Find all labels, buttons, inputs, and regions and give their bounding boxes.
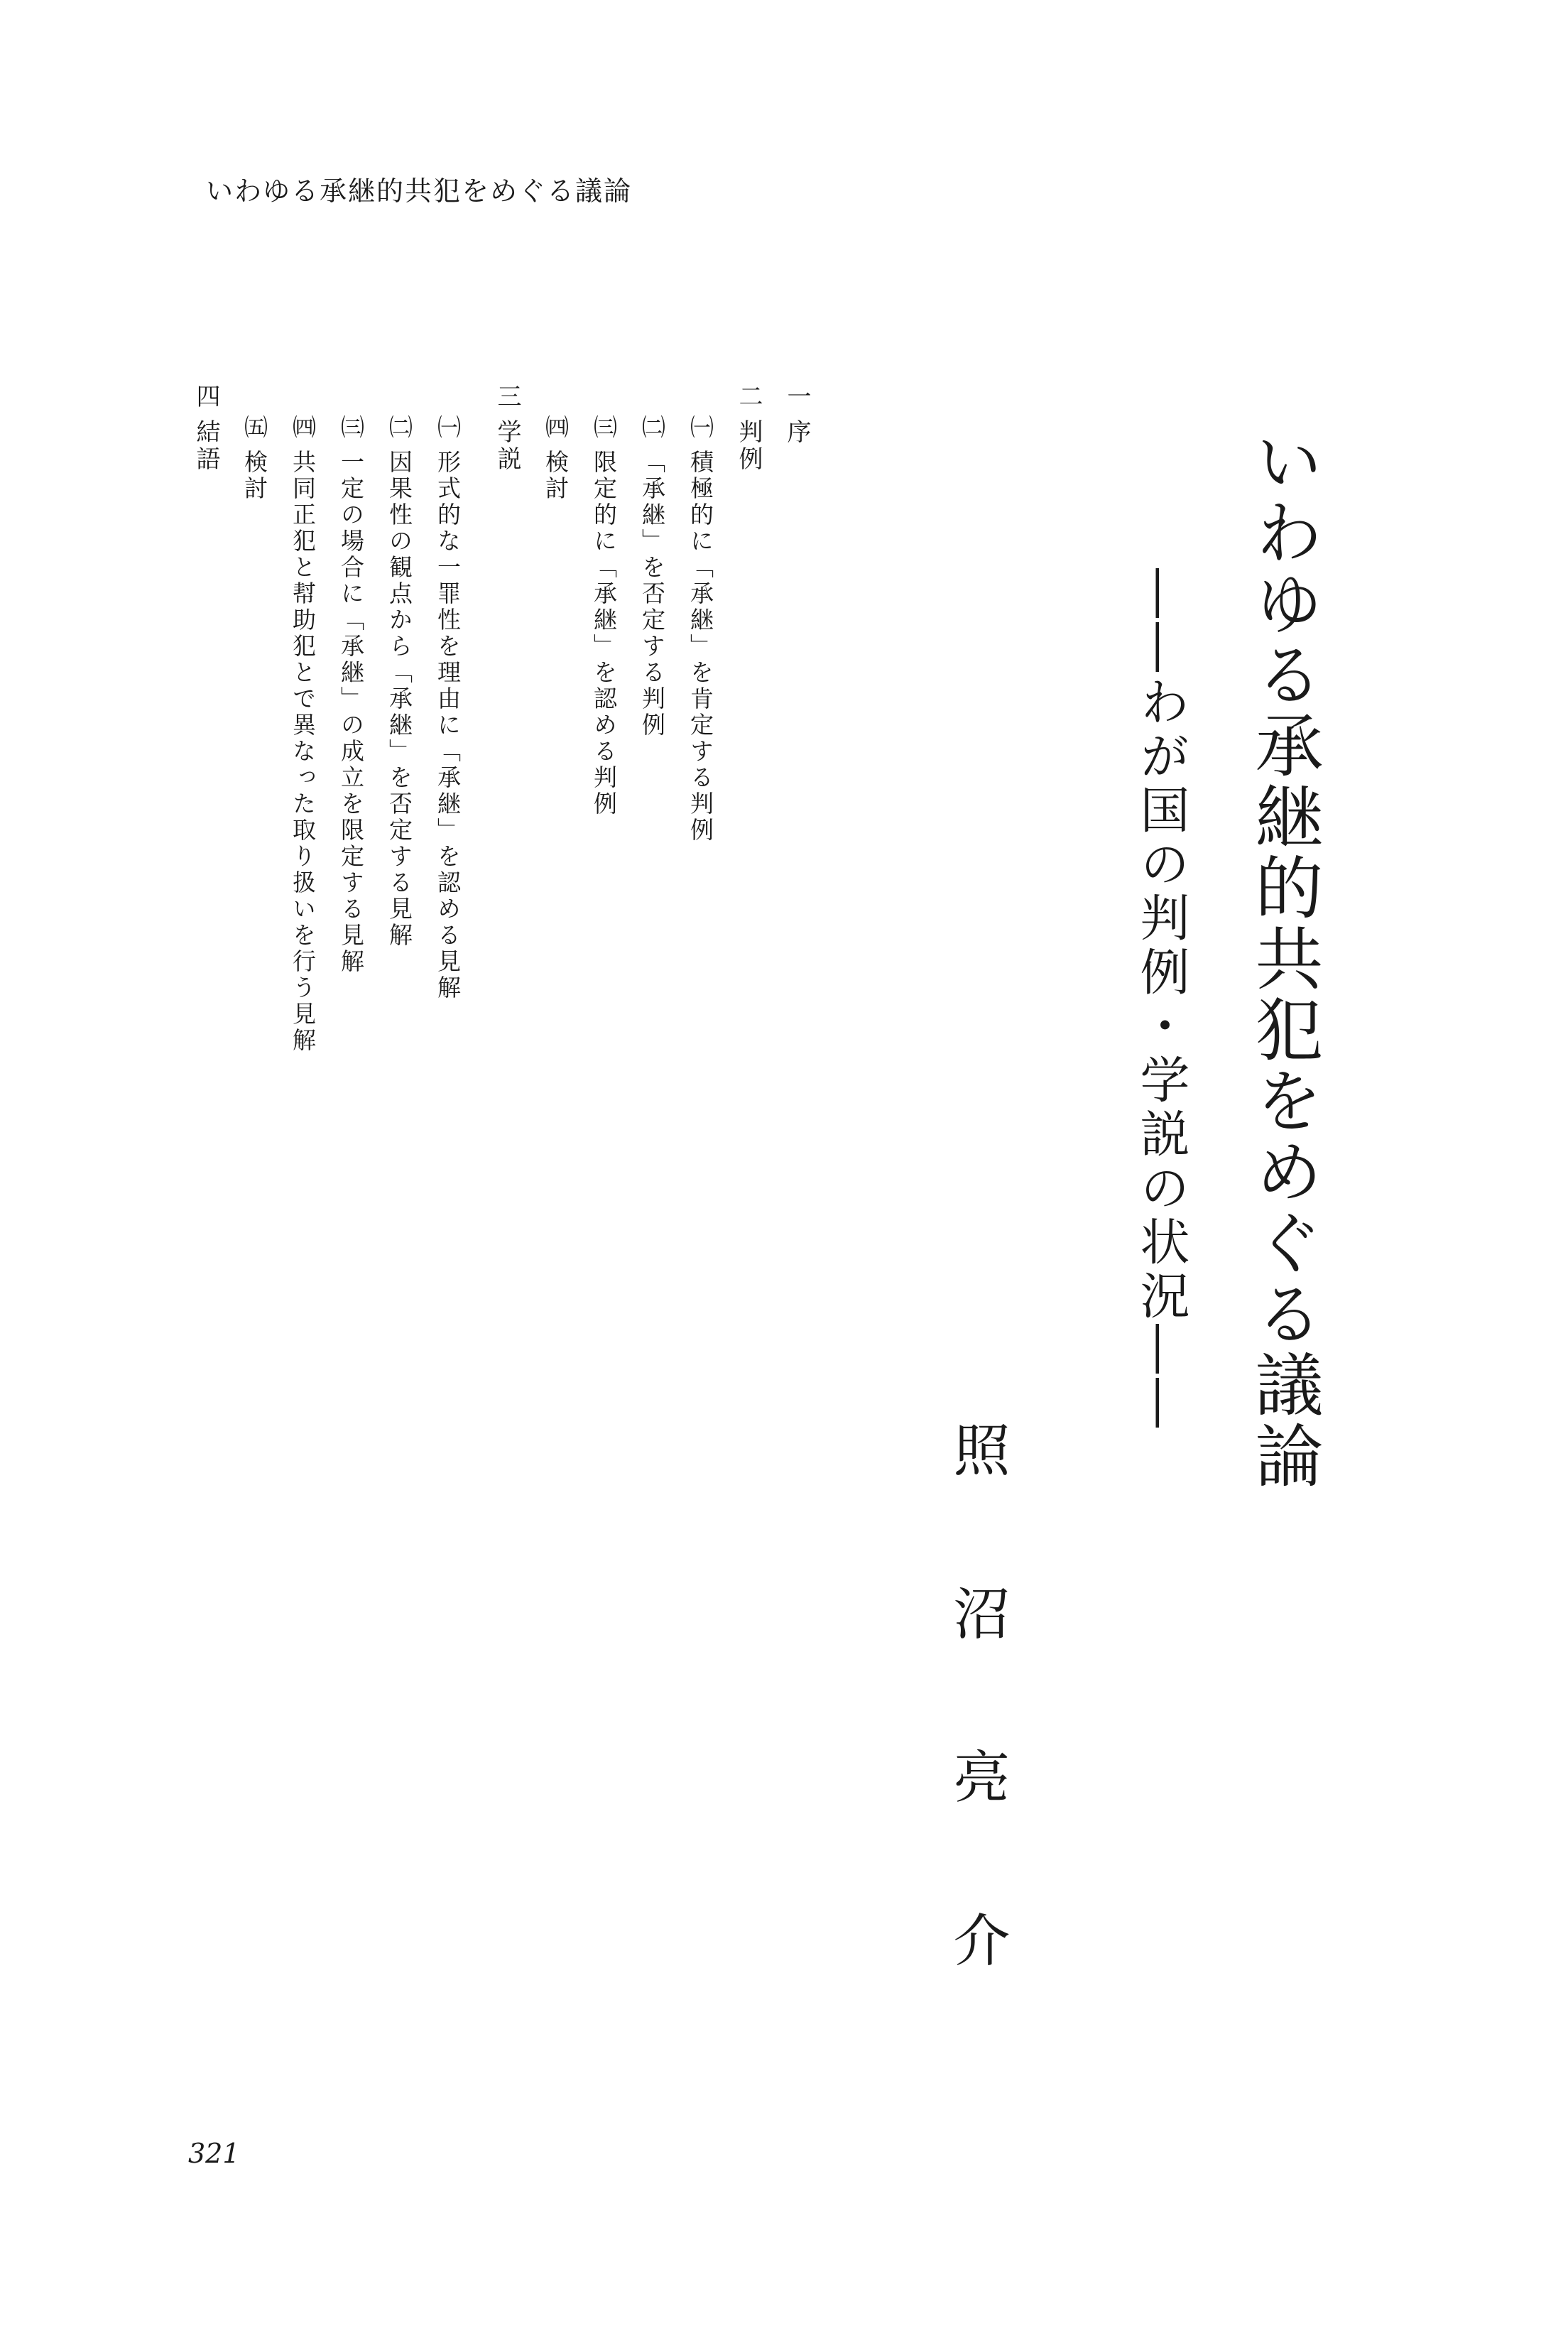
toc-item: [777, 384, 817, 1165]
toc-label: 学説: [493, 419, 521, 473]
author-name: 照沼亮介: [944, 1420, 1010, 2074]
toc-label: 共同正犯と幇助犯とで異なった取り扱いを行う見解: [289, 450, 317, 1054]
toc-label: 限定的に「承継」を認める判例: [590, 450, 618, 817]
toc-number: ㈠: [687, 415, 714, 450]
toc-item: [283, 384, 322, 1165]
toc-item: [331, 384, 371, 1165]
toc-number: ㈤: [241, 415, 268, 450]
toc-item: [487, 384, 527, 1165]
toc-label: 一定の場合に「承継」の成立を限定する見解: [337, 450, 365, 975]
table-of-contents: [192, 384, 817, 1165]
running-head: いわゆる承継的共犯をめぐる議論: [206, 175, 633, 207]
toc-item: [234, 384, 274, 1165]
toc-number: ㈣: [289, 415, 317, 450]
toc-number: 一: [783, 384, 811, 419]
toc-label: 「承継」を否定する判例: [638, 450, 666, 739]
toc-label: 検討: [542, 450, 570, 502]
toc-item: [186, 384, 226, 1165]
article-title: いわゆる承継的共犯をめぐる議論: [1244, 426, 1324, 1491]
toc-number: 三: [493, 384, 521, 419]
toc-label: 判例: [734, 419, 763, 473]
toc-label: 形式的な一罪性を理由に「承継」を認める見解: [434, 450, 462, 1001]
toc-number: ㈠: [434, 415, 462, 450]
toc-number: ㈡: [386, 415, 413, 450]
toc-item: [729, 384, 768, 1165]
toc-item: [584, 384, 624, 1165]
toc-number: 四: [192, 384, 220, 419]
toc-number: ㈢: [590, 415, 618, 450]
article-subtitle: ――わが国の判例・学説の状況――: [1132, 568, 1190, 1432]
toc-number: ㈡: [638, 415, 666, 450]
toc-label: 因果性の観点から「承継」を否定する見解: [386, 450, 413, 949]
toc-label: 検討: [241, 450, 268, 502]
toc-label: 序: [783, 419, 811, 446]
toc-item: [535, 384, 575, 1165]
toc-item: [632, 384, 672, 1165]
toc-label: 積極的に「承継」を肯定する判例: [687, 450, 714, 844]
toc-item: [379, 384, 419, 1165]
toc-number: ㈢: [337, 415, 365, 450]
toc-number: ㈣: [542, 415, 570, 450]
toc-label: 結語: [192, 419, 220, 473]
toc-number: 二: [734, 384, 763, 419]
page-number: 321: [188, 2138, 240, 2169]
toc-item: [428, 384, 467, 1165]
toc-item: [680, 384, 720, 1165]
